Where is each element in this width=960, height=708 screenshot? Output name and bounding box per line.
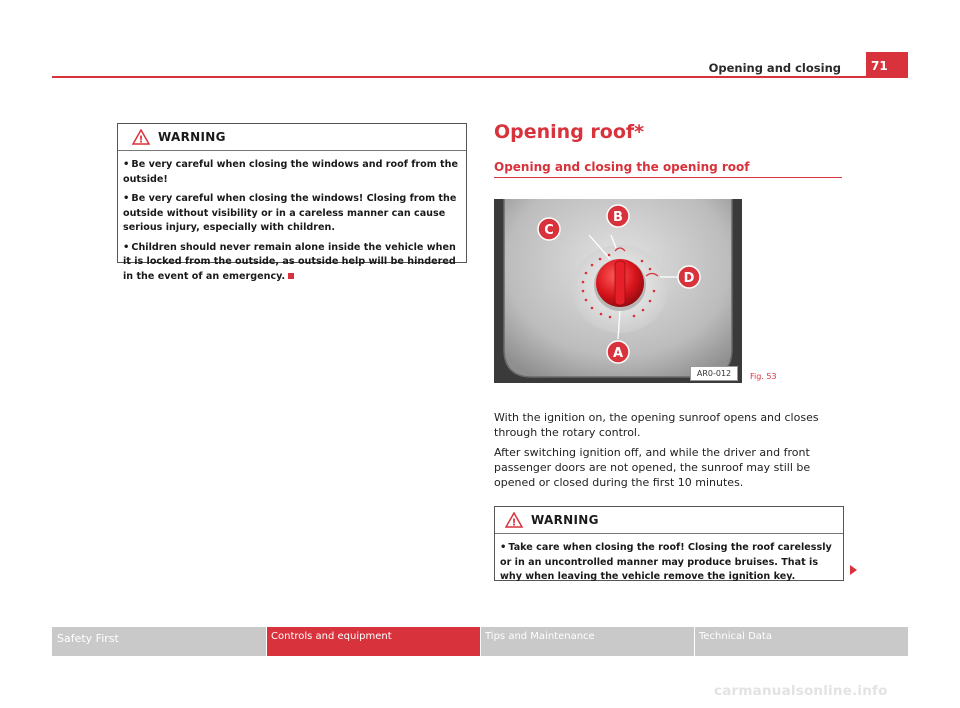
warning-title: WARNING	[158, 130, 226, 144]
subsection-rule	[494, 177, 842, 178]
continue-arrow-icon	[850, 565, 857, 575]
footer-tab-technical-data[interactable]: Technical Data	[694, 627, 908, 656]
warning-body	[118, 151, 466, 284]
svg-text:!: !	[138, 134, 144, 145]
svg-text:B: B	[613, 210, 623, 225]
footer-tab-safety-first[interactable]: Safety First	[52, 627, 266, 656]
warning-body	[495, 534, 843, 585]
paragraph: With the ignition on, the opening sunroof opens and closes through the rotary control.	[494, 411, 819, 439]
svg-text:C: C	[544, 223, 554, 238]
running-header: Opening and closing	[708, 61, 841, 75]
warning-box-left	[117, 123, 467, 282]
warning-triangle-icon	[132, 129, 150, 145]
watermark: carmanualsonline.info	[714, 683, 888, 699]
svg-text:D: D	[683, 271, 695, 286]
footer-separator	[266, 627, 267, 656]
header-rule	[52, 76, 908, 78]
warning-header	[118, 124, 466, 151]
footer-separator	[480, 627, 481, 656]
section-title: Opening roof*	[494, 121, 645, 143]
subsection-title: Opening and closing the opening roof	[494, 160, 750, 174]
body-text	[494, 410, 844, 495]
warning-item: • Be very careful when closing the windows! Closing from the outside without visibility or in a careless manner can cause serious injury, especially with children.	[123, 193, 457, 233]
callout-c	[538, 218, 560, 240]
footer-tab-tips-and-maintenance[interactable]: Tips and Maintenance	[480, 627, 694, 656]
warning-item: • Take care when closing the roof! Closing the roof carelessly or in an uncontrolled manner may produce bruises. That is why when leaving the vehicle remove the ignition key.	[500, 542, 832, 582]
figure-rotary-control	[494, 199, 742, 383]
callout-b	[607, 205, 629, 227]
footer-separator	[694, 627, 695, 656]
warning-triangle-icon	[505, 512, 523, 528]
rotary-control-illustration	[494, 199, 742, 383]
callout-d	[678, 266, 700, 288]
warning-item: • Children should never remain alone inside the vehicle when it is locked from the outside, as outside help will be hindered in the event of an emergency.	[123, 241, 456, 282]
end-of-section-icon	[288, 273, 294, 279]
svg-text:A: A	[612, 346, 624, 361]
page-number: 71	[866, 52, 908, 78]
figure-code: AR0-012	[690, 366, 738, 381]
warning-item: • Be very careful when closing the windows and roof from the outside!	[123, 159, 458, 185]
callout-a	[607, 341, 629, 363]
footer-tab-controls-and-equipment[interactable]: Controls and equipment	[266, 627, 480, 656]
warning-title: WARNING	[531, 513, 599, 527]
warning-header	[495, 507, 843, 534]
warning-box-right	[494, 506, 844, 581]
paragraph: After switching ignition off, and while the driver and front passenger doors are not opened, the sunroof may still be opened or closed during the first 10 minutes.	[494, 446, 811, 489]
figure-label: Fig. 53	[750, 372, 777, 381]
svg-text:!: !	[511, 517, 517, 528]
